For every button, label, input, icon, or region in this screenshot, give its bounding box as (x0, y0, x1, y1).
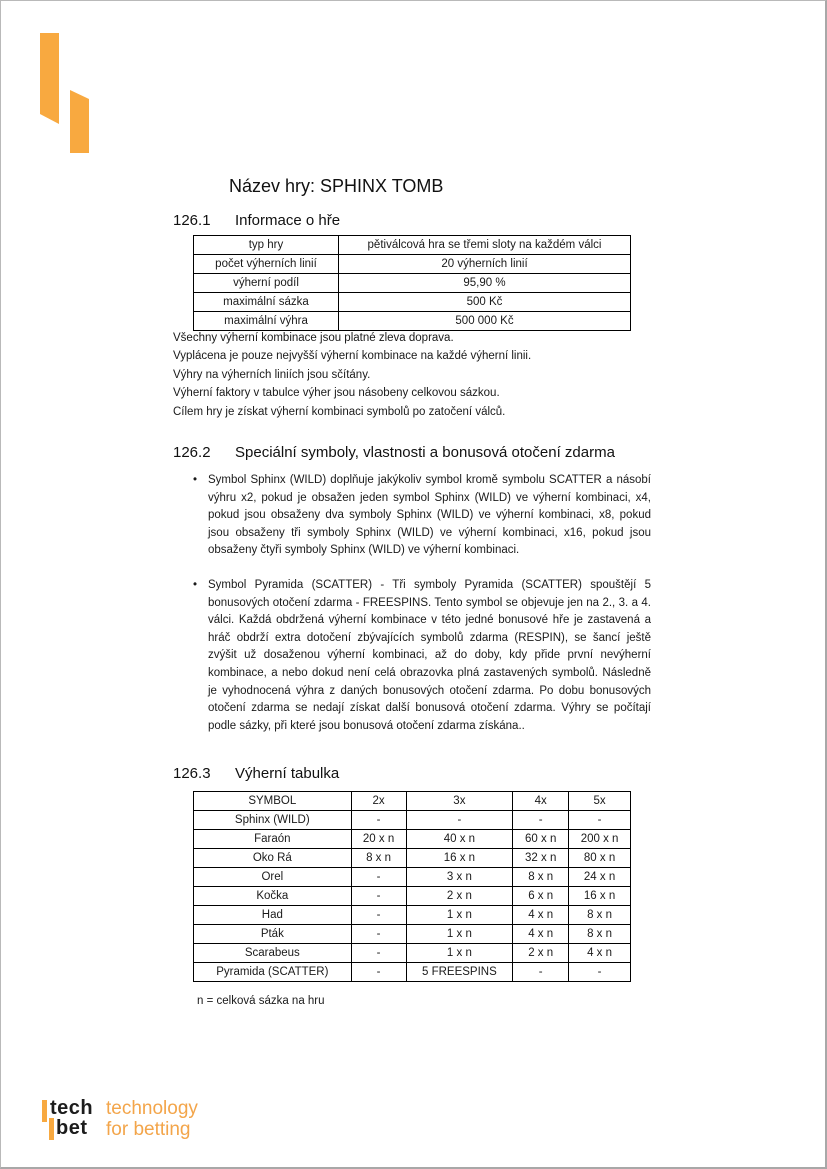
info-value: pětiválcová hra se třemi sloty na každém válci (339, 236, 631, 255)
payout-cell: 8 x n (351, 849, 406, 868)
bullet-icon: • (193, 474, 198, 486)
payout-cell: 24 x n (569, 868, 631, 887)
info-key: typ hry (194, 236, 339, 255)
payout-cell: 8 x n (569, 906, 631, 925)
payout-cell: - (406, 811, 513, 830)
payout-cell: 32 x n (513, 849, 569, 868)
table-row (194, 293, 631, 312)
logo-bar-icon (42, 1100, 47, 1122)
payout-cell: 1 x n (406, 906, 513, 925)
payout-cell: 200 x n (569, 830, 631, 849)
payout-cell: - (569, 963, 631, 982)
logo-tagline: for betting (106, 1119, 191, 1140)
table-header-row (194, 792, 631, 811)
table-row (194, 849, 631, 868)
bullet-icon: • (193, 578, 198, 591)
section-number: 126.1 (173, 212, 211, 229)
paytable (193, 791, 631, 982)
rule-line: Výherní faktory v tabulce výher jsou násobeny celkovou sázkou. (173, 387, 500, 400)
info-value: 20 výherních linií (339, 255, 631, 274)
info-key: maximální sázka (194, 293, 339, 312)
symbol-cell: Had (194, 906, 352, 925)
section-number: 126.3 (173, 765, 211, 782)
column-header: 3x (406, 792, 513, 811)
table-row (194, 236, 631, 255)
section-label: Informace o hře (235, 212, 341, 229)
table-row (194, 255, 631, 274)
logo-bar-icon (49, 1118, 54, 1140)
symbol-cell: Orel (194, 868, 352, 887)
symbol-cell: Kočka (194, 887, 352, 906)
payout-cell: - (351, 963, 406, 982)
symbol-cell: Oko Rá (194, 849, 352, 868)
payout-cell: 2 x n (406, 887, 513, 906)
rule-line: Všechny výherní kombinace jsou platné zleva doprava. (173, 332, 454, 344)
list-item-scatter (193, 577, 651, 735)
payout-cell: - (569, 811, 631, 830)
symbol-cell: Sphinx (WILD) (194, 811, 352, 830)
list-item-wild (193, 472, 651, 560)
payout-cell: 2 x n (513, 944, 569, 963)
techbet-mark-icon (40, 33, 92, 155)
section-heading-info (173, 212, 340, 229)
payout-cell: - (513, 963, 569, 982)
logo-word-tech: tech (50, 1097, 94, 1119)
table-row (194, 312, 631, 331)
table-row (194, 274, 631, 293)
payout-cell: 40 x n (406, 830, 513, 849)
symbol-cell: Faraón (194, 830, 352, 849)
rule-line: Vyplácena je pouze nejvyšší výherní kombinace na každé výherní linii. (173, 350, 532, 363)
payout-cell: - (351, 811, 406, 830)
payout-cell: 20 x n (351, 830, 406, 849)
table-row (194, 887, 631, 906)
payout-cell: - (351, 906, 406, 925)
payout-cell: - (513, 811, 569, 830)
symbol-cell: Scarabeus (194, 944, 352, 963)
payout-cell: 4 x n (513, 925, 569, 944)
footer-logo (40, 1098, 240, 1144)
payout-cell: - (351, 868, 406, 887)
payout-cell: 4 x n (513, 906, 569, 925)
rule-line: Výhry na výherních liniích jsou sčítány. (173, 368, 371, 381)
section-label: Výherní tabulka (235, 765, 340, 782)
column-header: 5x (569, 792, 631, 811)
info-value: 95,90 % (339, 274, 631, 293)
special-symbols-list (193, 472, 651, 735)
logo-word-bet: bet (56, 1117, 88, 1139)
list-item-text: Symbol Sphinx (WILD) doplňuje jakýkoliv symbol kromě symbolu SCATTER a násobí výhru x2, pokud je obsažen jeden symbol Sphinx (WILD) ve výherní kombinaci, x4, pokud jsou obsaženy dva symboly Sphinx (WILD) ve výherní kombinaci, x8, pokud jsou obsaženy tři symboly Sphinx (WILD) ve výherní kombinaci, x16, pokud jsou obsaženy čtyři symboly Sphinx (WILD) ve výherní kombinaci. (208, 474, 651, 557)
payout-cell: 8 x n (513, 868, 569, 887)
symbol-cell: Pyramida (SCATTER) (194, 963, 352, 982)
payout-cell: 16 x n (569, 887, 631, 906)
table-row (194, 944, 631, 963)
payout-cell: 6 x n (513, 887, 569, 906)
payout-cell: 3 x n (406, 868, 513, 887)
table-row (194, 925, 631, 944)
info-key: výherní podíl (194, 274, 339, 293)
payout-cell: 1 x n (406, 925, 513, 944)
payout-cell: 4 x n (569, 944, 631, 963)
section-heading-paytable (173, 765, 339, 782)
payout-cell: 60 x n (513, 830, 569, 849)
list-item-text: Symbol Pyramida (SCATTER) - Tři symboly Pyramida (SCATTER) spouštějí 5 bonusových otočení zdarma - FREESPINS. Tento symbol se objevuje jen na 2., 3. a 4. válci. Každá obdržená výherní kombinace v této jedné bonusové hře je zastavená a hráč obdrží extra dotočení zbývajících symbolů zdarma (RESPIN), se šancí ještě zvýšit už dosaženou výherní kombinaci, až do doby, kdy přide první nevýherní kombinace, a nebo dokud není celá obrazovka plná zastavených symbolů. Následně je vyhodnocená výhra z daných bonusových otočení zdarma. Po dobu bonusových otočení zdarma se nedají získat další bonusová otočení zdarma. Výhry se počítají podle sázky, při které jsou bonusová otočení zdarma získána.. (208, 578, 651, 732)
table-row (194, 868, 631, 887)
section-label: Speciální symboly, vlastnosti a bonusová otočení zdarma (235, 444, 615, 461)
column-header: 4x (513, 792, 569, 811)
payout-cell: - (351, 944, 406, 963)
payout-cell: 1 x n (406, 944, 513, 963)
rules-paragraph (173, 329, 531, 421)
info-key: počet výherních linií (194, 255, 339, 274)
info-value: 500 000 Kč (339, 312, 631, 331)
table-row (194, 906, 631, 925)
payout-cell: 80 x n (569, 849, 631, 868)
logo-tagline: technology (106, 1098, 198, 1119)
section-number: 126.2 (173, 444, 211, 461)
game-info-table (193, 235, 631, 331)
payout-cell: 5 FREESPINS (406, 963, 513, 982)
payout-cell: 16 x n (406, 849, 513, 868)
table-row (194, 830, 631, 849)
column-header: 2x (351, 792, 406, 811)
rule-line: Cílem hry je získat výherní kombinaci symbolů po zatočení válců. (173, 405, 506, 418)
symbol-cell: Pták (194, 925, 352, 944)
column-header: SYMBOL (194, 792, 352, 811)
table-row (194, 811, 631, 830)
section-heading-special-symbols (173, 444, 615, 461)
info-value: 500 Kč (339, 293, 631, 312)
payout-cell: 8 x n (569, 925, 631, 944)
payout-cell: - (351, 887, 406, 906)
page-title: Název hry: SPHINX TOMB (229, 176, 444, 196)
payout-cell: - (351, 925, 406, 944)
table-row (194, 963, 631, 982)
paytable-note: n = celková sázka na hru (197, 995, 325, 1007)
info-key: maximální výhra (194, 312, 339, 331)
